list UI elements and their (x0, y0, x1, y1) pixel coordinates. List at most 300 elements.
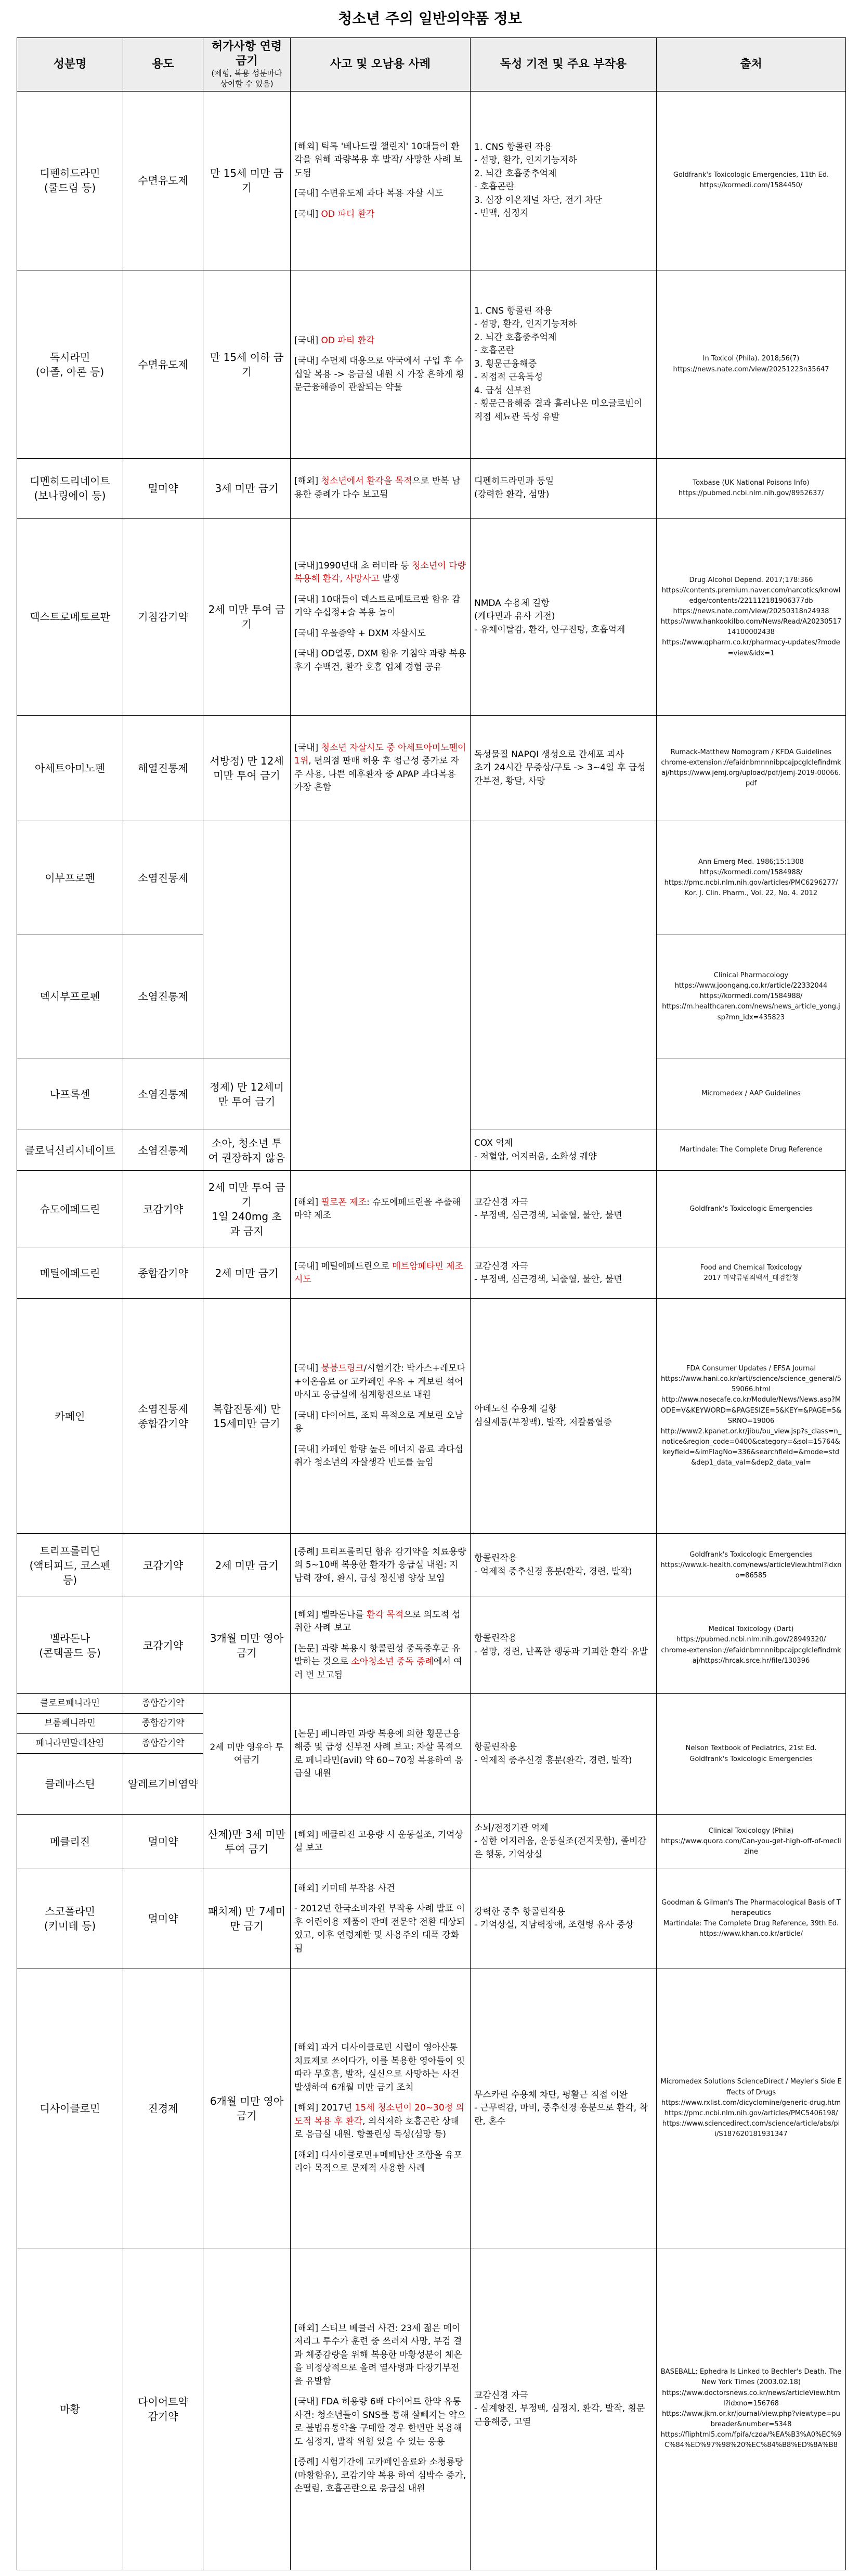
toxicity-cell (471, 1969, 657, 2248)
source-cell (657, 270, 846, 459)
ingredient-cell (17, 1969, 123, 2248)
toxicity-cell (471, 2248, 657, 2570)
age-restriction-cell (203, 270, 291, 459)
age-restriction-cell (203, 1597, 291, 1693)
case-spacer (294, 586, 466, 593)
ingredient-name: (키미테 등) (44, 1920, 96, 1933)
ingredient-cell (17, 1693, 123, 1713)
case-text: 으로 의도적 섭취한 사례 보고 (294, 1609, 461, 1634)
ingredient-cell (17, 821, 123, 935)
age-restriction-cell (203, 1171, 291, 1248)
ingredient-name: 메클리진 (49, 1835, 90, 1848)
table-row (17, 518, 846, 715)
toxicity-line: - 심계항진, 부정맥, 심정지, 환각, 발작, 횡문근융해증, 고열 (474, 2403, 645, 2427)
use-label: 소염진통제 (138, 1402, 188, 1415)
ingredient-cell (17, 270, 123, 459)
toxicity-line: 초기 24시간 무증상/구토 -> 3~4일 후 급성간부전, 황달, 사망 (474, 762, 646, 786)
source-reference: Goldfrank's Toxicologic Emergencies (689, 1755, 813, 1763)
case-text: [국내] 메틸에페드린으로 (294, 1261, 393, 1272)
age-restriction-cell (203, 91, 291, 270)
age-restriction-cell (203, 459, 291, 519)
use-label: 알레르기비염약 (127, 1778, 199, 1791)
age-restriction-cell (203, 1248, 291, 1298)
toxicity-line: - 호흡곤란 (474, 182, 515, 192)
case-report (294, 1642, 466, 1682)
case-text: [증례] 시험기간에 고카페인음료와 소청룡탕(마황함유), 코감기약 복용 하여 심박수 증가, 손떨림, 호흡곤란으로 응급실 내원 (294, 2457, 466, 2494)
age-restriction-cell (203, 1058, 291, 1130)
source-reference: https://news.nate.com/view/20251223n35647 (673, 365, 829, 373)
use-cell (123, 1248, 203, 1298)
ingredient-name: 메틸에페드린 (40, 1267, 100, 1280)
age-restriction-cell (203, 1299, 291, 1534)
age-restriction-cell (203, 1693, 291, 1815)
age-restriction-cell (203, 821, 291, 1058)
case-report (294, 1902, 466, 1956)
ingredient-name: 브롬페니라민 (44, 1718, 96, 1729)
source-reference: https://www.rxlist.com/dicyclomine/generic-drug.htm (661, 2099, 841, 2107)
use-label: 진경제 (148, 2102, 178, 2115)
source-reference: Micromedex / AAP Guidelines (701, 1090, 801, 1098)
highlight-text: 청소년 자살시도 중 아세트아미노펜이 1위 (294, 742, 466, 767)
toxicity-line: - 횡문근융해증 결과 흘러나온 미오글로빈이 직접 세뇨관 독성 유발 (474, 398, 643, 422)
case-text: [국내] (294, 209, 321, 219)
age-restriction-text: 만 15세 이하 금기 (210, 351, 284, 378)
case-text: [국내] 우울증약 + DXM 자살시도 (294, 628, 426, 639)
toxicity-line: 아데노신 수용체 길항 (474, 1404, 557, 1415)
use-label: 코감기약 (142, 1203, 184, 1216)
ingredient-name: 페니라민말레산염 (35, 1738, 105, 1749)
toxicity-cell (471, 91, 657, 270)
ingredient-name: 디펜히드라민 (40, 167, 100, 180)
ingredient-name: 클레마스틴 (45, 1778, 95, 1791)
highlight-text: 소아청소년 중독 증례 (351, 1656, 434, 1667)
toxicity-cell (471, 1534, 657, 1597)
source-reference: https://kormedi.com/1584988/ (699, 868, 803, 876)
age-restriction-text: 산제)만 3세 미만 투여 금기 (207, 1828, 286, 1856)
toxicity-cell (471, 1597, 657, 1693)
toxicity-line: - 억제적 중추신경 흥분(환각, 경련, 발작) (474, 1755, 632, 1766)
header-row (17, 38, 846, 92)
age-restriction-text: 패치제) 만 7세미만 금기 (207, 1905, 286, 1933)
case-text: [논문] 과량 복용시 항콜린성 중독증후군 유발하는 것으로 (294, 1643, 461, 1667)
case-text: [해외] 과거 디사이클로민 시럽이 영아산통 치료제로 쓰이다가, 이를 복용한 영아들이 잇따라 무호흡, 발작, 실신으로 사망하는 사건 발생하여 6개월 미만 금기 조치 (294, 2042, 465, 2093)
age-restriction-cell (203, 1815, 291, 1869)
source-cell (657, 1693, 846, 1815)
source-reference: https://www.doctorsnews.co.kr/news/articleView.html?idxno=156768 (662, 2389, 840, 2407)
ingredient-name: 덱스트로메토르판 (30, 611, 110, 624)
case-text: : 슈도에페드린을 추출해 마약 제조 (294, 1197, 461, 1221)
toxicity-line: 2. 뇌간 호흡중추억제 (474, 168, 557, 179)
case-text: [증례] 트리프롤리딘 함유 감기약을 치료용량의 5~10배 복용한 환자가 응급실 내원: 지남력 장애, 환시, 급성 정신병 양상 보임 (294, 1546, 466, 1584)
case-report (294, 627, 466, 641)
toxicity-cell (471, 716, 657, 821)
source-reference: https://pmc.ncbi.nlm.nih.gov/articles/PMC6296277/ (664, 878, 838, 887)
highlight-text: 메트암페타민 제조시도 (294, 1261, 464, 1285)
ingredient-name: 독시라민 (49, 351, 90, 364)
source-reference: https://www.k-health.com/news/articleView.html?idxno=86585 (660, 1561, 842, 1580)
toxicity-line: - 근무력감, 마비, 중추신경 흥분으로 환각, 착란, 혼수 (474, 2103, 648, 2127)
source-cell (657, 2248, 846, 2570)
case-report (294, 1728, 466, 1781)
case-report (294, 2396, 466, 2449)
source-reference: Goldfrank's Toxicologic Emergencies, 11th Ed. (673, 171, 829, 179)
use-cell (123, 1714, 203, 1733)
case-spacer (294, 620, 466, 627)
case-spacer (294, 1436, 466, 1443)
use-cell (123, 1733, 203, 1753)
age-restriction-cell (203, 1969, 291, 2248)
toxicity-cell (471, 518, 657, 715)
case-text: [국내]1990년대 초 러미라 등 (294, 560, 412, 571)
case-spacer (294, 2449, 466, 2456)
toxicity-cell (471, 1869, 657, 1969)
source-cell (657, 1248, 846, 1298)
case-report (294, 1546, 466, 1586)
source-reference: chrome-extension://efaidnbmnnnibpcajpcglclefindmkaj/https://www.jemj.org/upload/pdf/jemj-2019-00066.pdf (661, 758, 841, 788)
table-row (17, 821, 846, 935)
toxicity-line: 항콜린작용 (474, 1553, 517, 1564)
use-label: 소염진통제 (138, 871, 188, 884)
source-cell (657, 1815, 846, 1869)
source-cell (657, 1058, 846, 1130)
table-row (17, 2248, 846, 2570)
age-restriction-text: 소아, 청소년 투여 권장하지 않음 (208, 1136, 285, 1164)
case-report (294, 2456, 466, 2496)
case-text: [국내] 수면제 대용으로 약국에서 구입 후 수십알 복용 -> 응급실 내원 시 가장 흔하게 횡문근융해증이 관찰되는 약물 (294, 356, 464, 393)
case-text: [해외] 2017년 (294, 2103, 355, 2114)
use-cell (123, 1869, 203, 1969)
ingredient-cell (17, 1130, 123, 1171)
toxicity-line: - 기억상실, 지남력장애, 조현병 유사 증상 (474, 1920, 634, 1931)
use-cell (123, 459, 203, 519)
highlight-text: 필로폰 제조 (321, 1197, 367, 1208)
case-spacer (294, 2388, 466, 2396)
age-restriction-text: 1일 240mg 초과 금지 (212, 1210, 282, 1238)
case-text: - 2012년 한국소비자원 부작용 사례 발표 이후 어린이용 제품이 판매 전문약 전환 대상되었고, 이후 연령제한 및 사용주의 대폭 강화됨 (294, 1904, 465, 1954)
case-report (294, 2322, 466, 2389)
highlight-text: OD 파티 환각 (321, 335, 375, 346)
case-spacer (294, 2142, 466, 2149)
case-report (294, 1882, 466, 1896)
use-cell (123, 1299, 203, 1534)
source-reference: FDA Consumer Updates / EFSA Journal (686, 1364, 816, 1373)
toxicity-line: - 부정맥, 심근경색, 뇌출혈, 불안, 불면 (474, 1210, 622, 1221)
source-reference: In Toxicol (Phila). 2018;56(7) (702, 355, 800, 363)
use-cell (123, 1693, 203, 1713)
age-restriction-text: 만 15세 미만 금기 (210, 167, 284, 195)
age-restriction-text: 3세 미만 금기 (215, 482, 279, 495)
toxicity-line: 디펜히드라민과 동일 (474, 476, 554, 487)
toxicity-line: 2. 뇌간 호흡중추억제 (474, 332, 557, 343)
case-text: [해외] 메클리진 고용량 시 운동실조, 기억상실 보고 (294, 1829, 463, 1854)
toxicity-line: (케타민과 유사 기전) (474, 611, 555, 622)
cases-cell (291, 1815, 471, 1869)
cases-cell (291, 716, 471, 821)
case-report (294, 355, 466, 395)
ingredient-cell (17, 935, 123, 1058)
table-body (17, 91, 846, 2570)
toxicity-line: - 섬망, 환각, 인지기능저하 (474, 319, 577, 330)
table-row (17, 459, 846, 519)
case-text: [국내] (294, 742, 321, 753)
source-reference: Clinical Pharmacology (713, 971, 789, 979)
case-text: 에서 여러 번 보고됨 (294, 1656, 462, 1680)
cases-cell (291, 1248, 471, 1298)
toxicity-line: - 저혈압, 어지러움, 소화성 궤양 (474, 1151, 597, 1162)
case-report (294, 2102, 466, 2142)
source-cell (657, 1130, 846, 1171)
cases-cell (291, 91, 471, 270)
use-cell (123, 1815, 203, 1869)
ingredient-name: (액티피드, 코스펜 등) (29, 1559, 111, 1586)
ingredient-cell (17, 91, 123, 270)
cases-cell (291, 1171, 471, 1248)
case-report (294, 1829, 466, 1855)
toxicity-cell (471, 1248, 657, 1298)
case-spacer (294, 1402, 466, 1409)
case-report (294, 2149, 466, 2176)
ingredient-name: 디사이클로민 (40, 2102, 100, 2115)
ingredient-name: 클로닉신리시네이트 (24, 1144, 115, 1157)
case-report (294, 1362, 466, 1402)
cases-cell (291, 1869, 471, 1969)
ingredient-name: (쿨드림 등) (44, 182, 96, 195)
age-restriction-cell (203, 1130, 291, 1171)
ingredient-cell (17, 1815, 123, 1869)
header-source: 출처 (657, 38, 846, 92)
header-ingredient: 성분명 (17, 38, 123, 92)
source-reference: https://contents.premium.naver.com/narcotics/knowledge/contents/221112181906377db (661, 586, 841, 605)
case-text: [해외] 스티브 베클러 사건: 23세 젊은 메이저리그 투수가 훈련 중 쓰러져 사망, 부검 결과 체중감량을 위해 복용한 마황성분이 체온을 비정상적으로 올려 열사병과 다장기부전을 유발함 (294, 2323, 462, 2387)
age-restriction-text: 2세 미만 금기 (215, 1559, 279, 1572)
header-age-label: 허가사항 연령금기 (211, 40, 282, 68)
use-cell (123, 1058, 203, 1130)
case-report (294, 1443, 466, 1470)
cases-cell (291, 1597, 471, 1693)
case-text: , 편의점 판매 허용 후 접근성 증가로 자주 사용, 나쁜 예후환자 중 APAP 과다복용 가장 흔함 (294, 756, 459, 793)
case-report (294, 1609, 466, 1635)
use-cell (123, 1130, 203, 1171)
age-restriction-text: 2세 미만 영유아 투여금기 (210, 1742, 284, 1765)
source-reference: Goldfrank's Toxicologic Emergencies (689, 1550, 813, 1559)
case-text: /시험기간: 박카스+레모다+이온음료 or 고카페인 우유 + 게보린 섞어마시고 응급실에 심계항진으로 내원 (294, 1363, 465, 1401)
highlight-text: 15세 청소년이 20~30정 의도적 복용 후 환각 (294, 2103, 464, 2127)
source-reference: https://www.khan.co.kr/article/ (699, 1930, 803, 1938)
case-report (294, 1260, 466, 1287)
toxicity-line: 심실세동(부정맥), 발작, 저칼륨혈증 (474, 1417, 612, 1428)
ingredient-cell (17, 1534, 123, 1597)
source-reference: https://m.healthcaren.com/news/news_article_yong.jsp?mn_idx=435823 (662, 1003, 840, 1021)
highlight-text: OD 파티 환각 (321, 209, 375, 219)
header-toxicity: 독성 기전 및 주요 부작용 (471, 38, 657, 92)
toxicity-cell (471, 459, 657, 519)
ingredient-cell (17, 518, 123, 715)
toxicity-line: - 섬망, 경련, 난폭한 행동과 기괴한 환각 유발 (474, 1646, 648, 1657)
use-label: 종합감기약 (141, 1738, 185, 1749)
ingredient-name: 벨라돈나 (49, 1632, 90, 1645)
highlight-text: 붕붕드링크 (321, 1363, 364, 1374)
case-text: [국내] 다이어트, 조퇴 목적으로 게보린 오남용 (294, 1410, 463, 1434)
case-text: [해외] 벨라돈나를 (294, 1609, 367, 1620)
source-reference: Rumack-Matthew Nomogram / KFDA Guidelines (670, 748, 832, 756)
source-reference: Nelson Textbook of Pediatrics, 21st Ed. (685, 1744, 817, 1753)
use-label: 감기약 (148, 2410, 178, 2423)
use-cell (123, 716, 203, 821)
use-cell (123, 2248, 203, 2570)
case-text: [해외] (294, 1197, 321, 1208)
ingredient-cell (17, 1733, 123, 1753)
use-cell (123, 1534, 203, 1597)
ingredient-name: 덱시부프로펜 (40, 990, 100, 1003)
toxicity-line: 3. 횡문근융해증 (474, 358, 537, 369)
case-spacer (294, 640, 466, 648)
table-row (17, 270, 846, 459)
source-reference: Martindale: The Complete Drug Reference (680, 1146, 823, 1154)
age-restriction-cell (203, 2248, 291, 2570)
case-report (294, 742, 466, 795)
ingredient-cell (17, 1058, 123, 1130)
cases-cell (291, 821, 471, 1171)
source-reference: https://www.sciencedirect.com/science/article/abs/pii/S187620181931347 (662, 2119, 840, 2139)
use-label: 수면유도제 (138, 174, 188, 187)
use-label: 소염진통제 (138, 1088, 188, 1101)
age-restriction-text: 정제) 만 12세미만 투여 금기 (210, 1080, 284, 1108)
case-text: , 의식저하 호흡곤란 상태로 응급실 내원. 항콜린성 독성(섬망 등) (294, 2116, 460, 2140)
ingredient-name: (보나링에이 등) (34, 489, 106, 502)
source-reference: https://kormedi.com/1584450/ (699, 182, 803, 190)
case-text: [해외] 키미테 부작용 사건 (294, 1883, 395, 1894)
source-reference: Micromedex Solutions ScienceDirect / Meyler's Side Effects of Drugs (660, 2078, 842, 2096)
source-reference: https://kormedi.com/1584988/ (699, 992, 803, 1001)
toxicity-line: - 빈맥, 심정지 (474, 208, 529, 219)
toxicity-line: 독성물질 NAPQI 생성으로 간세포 괴사 (474, 749, 624, 760)
source-reference: https://www.hankookilbo.com/News/Read/A2023051714100002438 (660, 618, 842, 637)
use-cell (123, 1969, 203, 2248)
age-restriction-cell (203, 518, 291, 715)
source-reference: http://www.nosecafe.co.kr/Module/News/News.asp?MODE=V&KEYWORD=&PAGESIZE=5&KEY=&PAGE=5&SRNO=19006 (660, 1396, 842, 1425)
source-reference: Medical Toxicology (Dart) (708, 1625, 794, 1634)
source-cell (657, 1299, 846, 1534)
case-text: [국내] 수면유도제 과다 복용 자살 시도 (294, 188, 444, 199)
cases-cell (291, 2248, 471, 2570)
age-restriction-cell (203, 1869, 291, 1969)
ingredient-cell (17, 2248, 123, 2570)
ingredient-name: 아세트아미노펜 (34, 761, 106, 774)
use-label: 종합감기약 (141, 1718, 185, 1729)
ingredient-cell (17, 1597, 123, 1693)
toxicity-line: 1. CNS 항콜린 작용 (474, 141, 552, 152)
age-restriction-text: 2세 미만 투여 금기 (208, 1181, 285, 1209)
source-reference: Ann Emerg Med. 1986;15:1308 (698, 858, 804, 866)
use-label: 멀미약 (148, 1835, 178, 1848)
table-row (17, 1815, 846, 1869)
header-age (203, 38, 291, 92)
source-reference: chrome-extension://efaidnbmnnnibpcajpcglclefindmkaj/https://hrcak.srce.hr/file/130396 (661, 1646, 841, 1665)
case-text: [국내] FDA 허용량 6배 다이어트 한약 유통 사건: 청소년들이 SNS를 통해 살빼지는 약으로 불법유통약을 구매할 경우 한번만 복용해도 심정지, 발작 위험 있을 수 있는 응용 (294, 2397, 466, 2447)
document-title: 청소년 주의 일반의약품 정보 (338, 10, 522, 27)
source-cell (657, 1534, 846, 1597)
use-label: 기침감기약 (138, 611, 188, 624)
toxicity-line: 소뇌/전정기관 억제 (474, 1822, 549, 1833)
source-reference: Toxbase (UK National Poisons Info) (693, 478, 810, 487)
use-cell (123, 821, 203, 935)
ingredient-cell (17, 1754, 123, 1815)
use-cell (123, 270, 203, 459)
cases-cell (291, 1299, 471, 1534)
age-restriction-text: 복합진통제) 만 15세미만 금기 (213, 1402, 281, 1430)
source-cell (657, 91, 846, 270)
case-text: [해외] 틱톡 '베나드릴 챌린지' 10대들이 환각을 위해 과량복용 후 발작/ 사망한 사례 보도됨 (294, 141, 462, 178)
toxicity-line: 항콜린작용 (474, 1633, 517, 1644)
source-reference: https://fliphtml5.com/fpifa/czda/%EA%B3%A0%EC%9C%84%ED%97%98%20%EC%84%B8%ED%8A%B8 (660, 2431, 842, 2450)
case-spacer (294, 1895, 466, 1902)
cases-cell (291, 518, 471, 715)
age-restriction-text: 2세 미만 금기 (215, 1267, 279, 1280)
source-cell (657, 518, 846, 715)
ingredient-name: 스코폴라민 (45, 1905, 95, 1918)
toxicity-line: NMDA 수용체 길항 (474, 598, 550, 609)
cases-cell (291, 1693, 471, 1815)
case-report (294, 648, 466, 674)
use-cell (123, 91, 203, 270)
toxicity-line: 강력한 중추 항콜린작용 (474, 1906, 566, 1917)
case-report (294, 1409, 466, 1436)
source-cell (657, 1171, 846, 1248)
source-cell (657, 1869, 846, 1969)
source-reference: http://www2.kpanet.or.kr/jibu/bu_view.jsp?s_class=n_notice&region_code=0400&category=&sol=15764&keyfield=&imFlagNo=336&searchfield=&mode=std&dep1_data_val=&dep2_data_val= (660, 1427, 842, 1467)
source-cell (657, 935, 846, 1058)
cases-cell (291, 1969, 471, 2248)
age-restriction-text: 3개월 미만 영아 금기 (210, 1632, 284, 1659)
source-reference: Clinical Toxicology (Phila) (708, 1827, 794, 1835)
toxicity-line: - 억제적 중추신경 흥분(환각, 경련, 발작) (474, 1566, 632, 1577)
source-reference: https://pubmed.ncbi.nlm.nih.gov/28949320/ (676, 1636, 826, 1644)
ingredient-name: 이부프로펜 (45, 871, 95, 884)
source-reference: https://www.joongang.co.kr/article/22332044 (674, 982, 828, 990)
use-label: 수면유도제 (138, 358, 188, 371)
highlight-text: 환각 목적 (367, 1609, 404, 1620)
source-cell (657, 716, 846, 821)
ingredient-cell (17, 1869, 123, 1969)
cases-cell (291, 270, 471, 459)
toxicity-line: - 섬망, 환각, 인지기능저하 (474, 155, 577, 166)
source-reference: https://www.quora.com/Can-you-get-high-off-of-meclizine (661, 1837, 841, 1856)
use-label: 소염진통제 (138, 990, 188, 1003)
ingredient-cell (17, 716, 123, 821)
table-row (17, 1248, 846, 1298)
toxicity-cell (471, 270, 657, 459)
ingredient-name: 디멘히드리네이트 (30, 474, 110, 487)
ingredient-name: 트리프롤리딘 (40, 1544, 100, 1557)
toxicity-cell (471, 821, 657, 1130)
toxicity-line: (강력한 환각, 섬망) (474, 489, 550, 500)
table-row (17, 716, 846, 821)
source-reference: 2017 마약류범죄백서_대검찰청 (703, 1274, 799, 1283)
case-report (294, 593, 466, 620)
source-reference: https://www.hani.co.kr/arti/science/science_general/559066.html (660, 1375, 842, 1394)
use-label: 종합감기약 (138, 1417, 188, 1430)
source-reference: https://www.qpharm.co.kr/pharmacy-updates/?mode=view&idx=1 (662, 639, 840, 657)
use-label: 다이어트약 (138, 2395, 188, 2408)
use-cell (123, 1171, 203, 1248)
toxicity-line: - 호흡곤란 (474, 345, 515, 356)
toxicity-line: 3. 심장 이온채널 차단, 전기 차단 (474, 195, 602, 205)
source-cell (657, 1969, 846, 2248)
case-text: [해외] (294, 476, 321, 487)
ingredient-name: 나프록센 (49, 1088, 90, 1101)
highlight-text: 청소년에서 환각을 목적 (321, 476, 412, 487)
age-restriction-cell (203, 716, 291, 821)
